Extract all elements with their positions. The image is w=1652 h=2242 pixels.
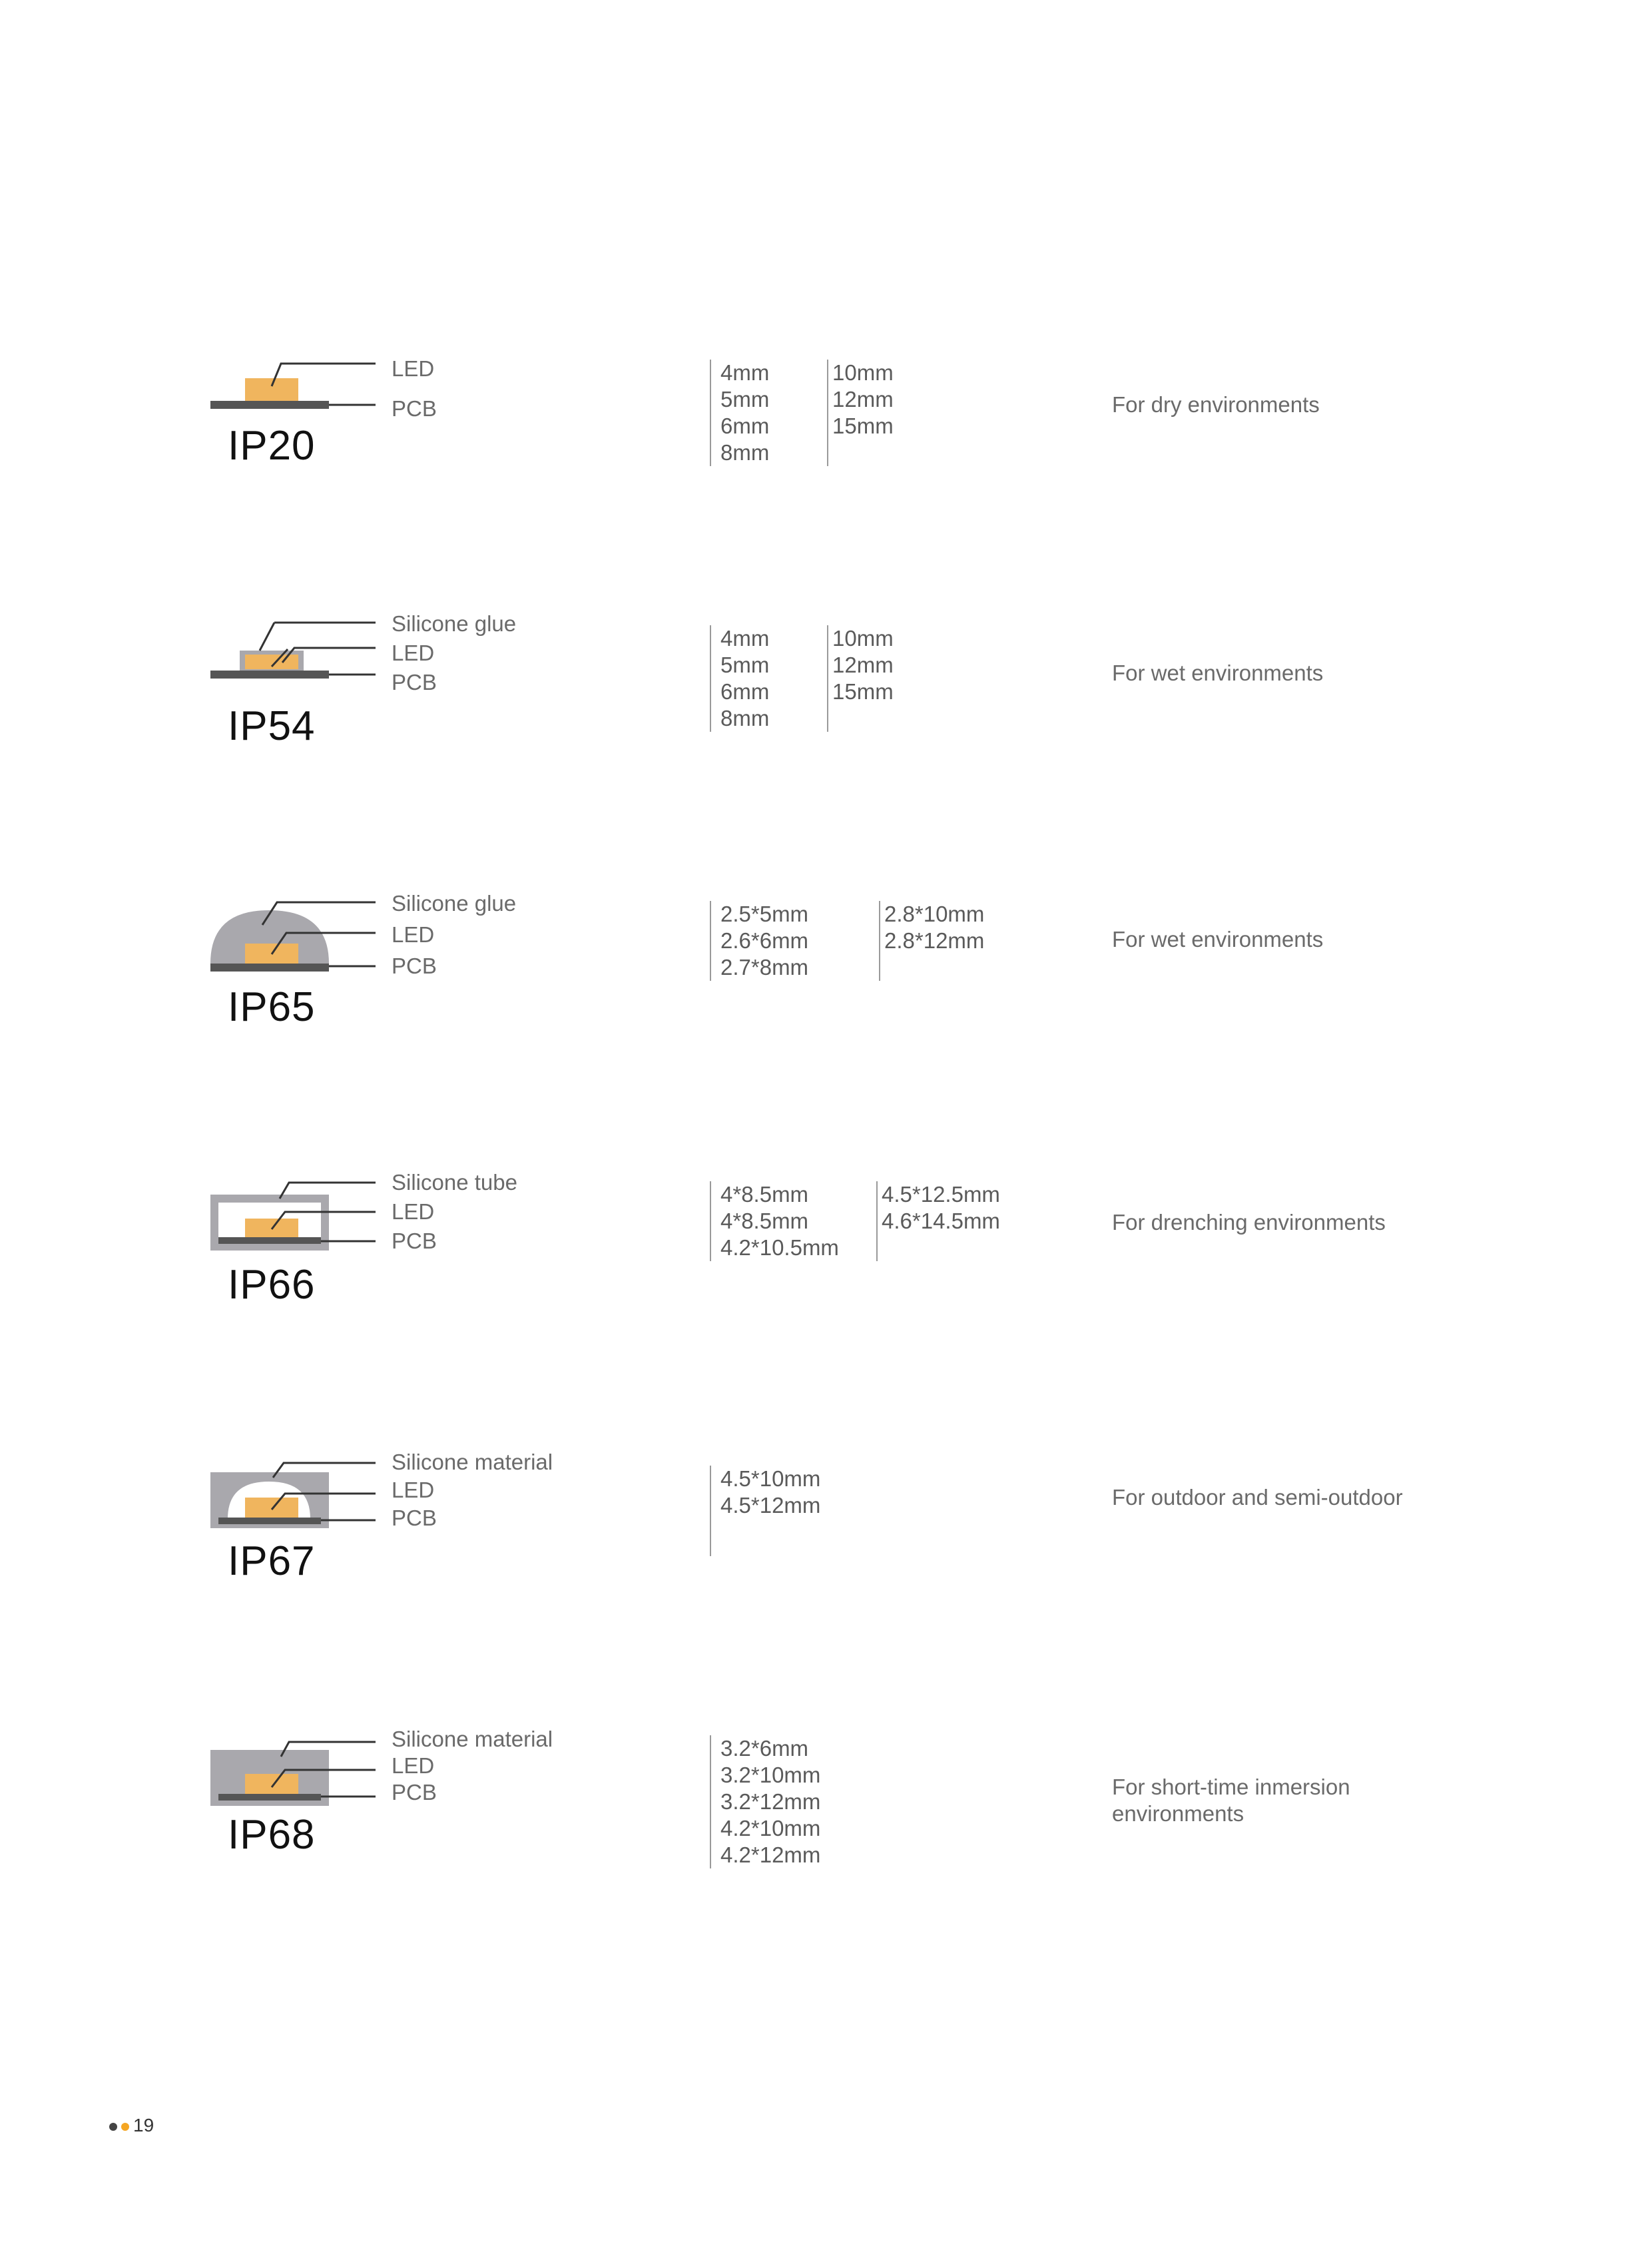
- ip67-usage: For outdoor and semi-outdoor: [1112, 1485, 1403, 1510]
- ip68-usage: [1112, 1774, 1350, 1827]
- ip65-rating-label: IP65: [228, 984, 316, 1030]
- ip54-row: [0, 609, 1652, 876]
- layer-label-silicone-tube: Silicone tube: [392, 1170, 517, 1195]
- layer-label-pcb: PCB: [392, 396, 437, 421]
- ip66-row: [0, 1168, 1652, 1434]
- layer-label-pcb: PCB: [392, 670, 437, 695]
- layer-label-pcb: PCB: [392, 1780, 437, 1805]
- ip20-row: [0, 346, 1652, 613]
- ip68-sizes-column-1: [710, 1735, 820, 1868]
- size-value: 3.2*6mm: [720, 1736, 809, 1761]
- layer-label-silicone-glue: Silicone glue: [392, 611, 517, 636]
- size-value: 4.2*10.5mm: [720, 1235, 839, 1260]
- size-value: 5mm: [720, 653, 770, 677]
- layer-label-silicone-glue: Silicone glue: [392, 891, 517, 916]
- ip20-sizes-column-2: [827, 360, 894, 466]
- ip20-sizes-column-1: [710, 360, 769, 466]
- size-value: 8mm: [720, 706, 770, 730]
- layer-label-led: LED: [392, 1478, 435, 1502]
- ip20-layer-labels: [392, 349, 437, 429]
- ip65-sizes-column-2: [879, 901, 984, 981]
- usage-line: environments: [1112, 1801, 1244, 1826]
- ip65-sizes-column-1: [710, 901, 808, 981]
- layer-label-led: LED: [392, 641, 435, 665]
- ip68-rating-label: IP68: [228, 1812, 316, 1858]
- ip67-row: [0, 1448, 1652, 1715]
- size-value: 4.5*10mm: [720, 1466, 821, 1491]
- size-value: 3.2*12mm: [720, 1789, 821, 1814]
- size-value: 12mm: [832, 387, 894, 412]
- ip54-usage: For wet environments: [1112, 661, 1324, 685]
- ip66-sizes-column-2: [876, 1181, 1000, 1261]
- ip65-layer-labels: [392, 888, 516, 981]
- ip67-sizes-column-1: [710, 1466, 820, 1556]
- size-value: 2.7*8mm: [720, 955, 809, 980]
- layer-label-led: LED: [392, 356, 435, 381]
- size-value: 6mm: [720, 414, 770, 438]
- layer-label-led: LED: [392, 1199, 435, 1224]
- ip54-rating-label: IP54: [228, 703, 316, 749]
- size-value: 4*8.5mm: [720, 1209, 809, 1233]
- layer-label-pcb: PCB: [392, 1229, 437, 1253]
- ip67-rating-label: IP67: [228, 1538, 316, 1584]
- ip66-rating-label: IP66: [228, 1262, 316, 1308]
- size-value: 2.8*12mm: [884, 928, 985, 953]
- layer-label-silicone-material: Silicone material: [392, 1727, 553, 1751]
- layer-label-pcb: PCB: [392, 954, 437, 978]
- size-value: 2.5*5mm: [720, 902, 809, 926]
- size-value: 15mm: [832, 679, 894, 704]
- size-value: 4mm: [720, 360, 770, 385]
- size-value: 4.5*12.5mm: [882, 1182, 1000, 1207]
- layer-label-pcb: PCB: [392, 1506, 437, 1530]
- page-number: 19: [133, 2115, 154, 2135]
- page-footer: [109, 2115, 154, 2135]
- layer-label-led: LED: [392, 1753, 435, 1778]
- size-value: 3.2*10mm: [720, 1763, 821, 1787]
- ip68-layer-labels: [392, 1726, 553, 1806]
- layer-label-silicone-material: Silicone material: [392, 1450, 553, 1474]
- size-value: 2.8*10mm: [884, 902, 985, 926]
- size-value: 4.2*10mm: [720, 1816, 821, 1840]
- size-value: 4.2*12mm: [720, 1842, 821, 1867]
- ip66-sizes-column-1: [710, 1181, 839, 1261]
- size-value: 10mm: [832, 360, 894, 385]
- usage-line: For short-time inmersion: [1112, 1775, 1350, 1799]
- ip65-row: [0, 888, 1652, 1154]
- size-value: 4.6*14.5mm: [882, 1209, 1000, 1233]
- ip20-usage: For dry environments: [1112, 392, 1320, 417]
- ip67-layer-labels: [392, 1448, 553, 1532]
- size-value: 5mm: [720, 387, 770, 412]
- ip54-sizes-column-2: [827, 625, 894, 732]
- ip66-usage: For drenching environments: [1112, 1210, 1386, 1235]
- ip54-sizes-column-1: [710, 625, 769, 732]
- size-value: 4*8.5mm: [720, 1182, 809, 1207]
- dark-dot-icon: [109, 2123, 117, 2131]
- size-value: 8mm: [720, 440, 770, 465]
- ip68-row: [0, 1726, 1652, 1992]
- orange-dot-icon: [121, 2123, 129, 2131]
- ip20-rating-label: IP20: [228, 423, 316, 469]
- ip54-layer-labels: [392, 609, 516, 697]
- size-value: 4mm: [720, 626, 770, 651]
- ip66-layer-labels: [392, 1168, 517, 1256]
- size-value: 10mm: [832, 626, 894, 651]
- size-value: 2.6*6mm: [720, 928, 809, 953]
- size-value: 6mm: [720, 679, 770, 704]
- ip65-usage: For wet environments: [1112, 927, 1324, 952]
- size-value: 15mm: [832, 414, 894, 438]
- size-value: 12mm: [832, 653, 894, 677]
- size-value: 4.5*12mm: [720, 1493, 821, 1518]
- layer-label-led: LED: [392, 922, 435, 947]
